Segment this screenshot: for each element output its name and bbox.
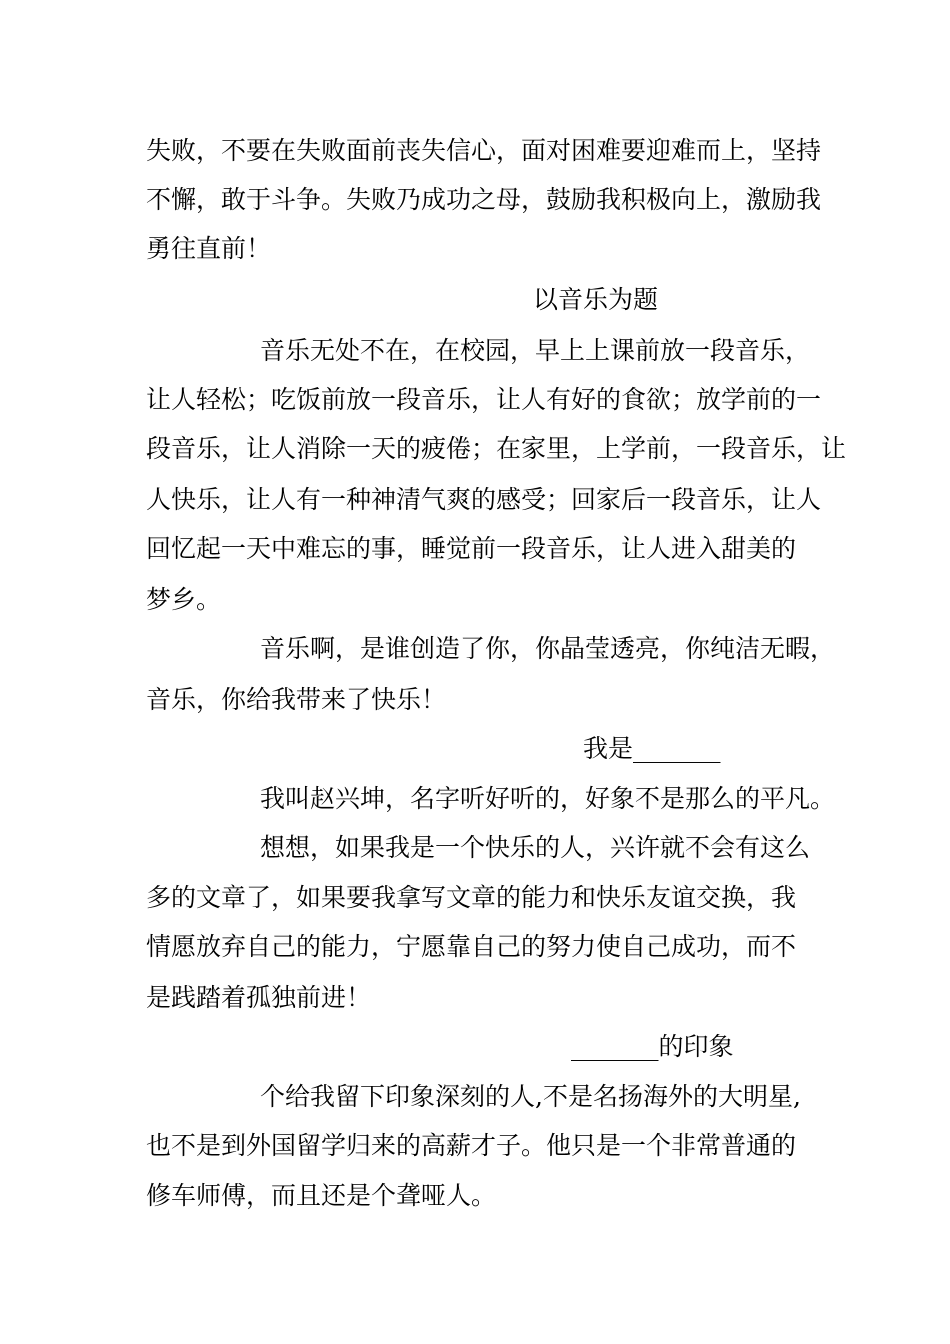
intro-line-1: 失败，不要在失败面前丧失信心，面对困难要迎难而上，坚持: [146, 136, 822, 165]
music-title: 以音乐为题: [533, 285, 659, 314]
music-p1-line-4: 人快乐，让人有一种神清气爽的感受；回家后一段音乐，让人: [146, 485, 822, 514]
impression-p1-line-2: 也不是到外国留学归来的高薪才子。他只是一个非常普通的: [146, 1131, 797, 1160]
intro-line-2: 不懈，敢于斗争。失败乃成功之母，鼓励我积极向上，激励我: [146, 185, 822, 214]
music-p1-line-1: 音乐无处不在，在校园，早上上课前放一段音乐，: [260, 336, 811, 365]
music-p1-line-5: 回忆起一天中难忘的事，睡觉前一段音乐，让人进入甜美的: [146, 534, 797, 563]
iam-p1-line-1: 我叫赵兴坤，名字听好听的，好象不是那么的平凡。: [260, 784, 836, 813]
iam-p2-line-1: 想想，如果我是一个快乐的人，兴许就不会有这么: [260, 833, 811, 862]
impression-title: _______的印象: [571, 1032, 734, 1061]
music-p1-line-6: 梦乡。: [146, 585, 222, 614]
impression-p1-line-3: 修车师傅，而且还是个聋哑人。: [146, 1181, 497, 1210]
intro-line-3: 勇往直前！: [146, 234, 272, 263]
music-p1-line-2: 让人轻松；吃饭前放一段音乐，让人有好的食欲；放学前的一: [146, 385, 822, 414]
music-p1-line-3: 段音乐，让人消除一天的疲倦；在家里，上学前，一段音乐，让: [146, 434, 847, 463]
iam-title: 我是_______: [583, 734, 721, 763]
music-p2-line-1: 音乐啊，是谁创造了你，你晶莹透亮，你纯洁无暇，: [260, 634, 836, 663]
iam-p2-line-2: 多的文章了，如果要我拿写文章的能力和快乐友谊交换，我: [146, 883, 797, 912]
iam-p2-line-3: 情愿放弃自己的能力，宁愿靠自己的努力使自己成功，而不: [146, 932, 797, 961]
music-p2-line-2: 音乐，你给我带来了快乐！: [146, 685, 447, 714]
iam-p2-line-4: 是践踏着孤独前进！: [146, 983, 372, 1012]
impression-p1-line-1: 个给我留下印象深刻的人,不是名扬海外的大明星,: [260, 1082, 801, 1111]
